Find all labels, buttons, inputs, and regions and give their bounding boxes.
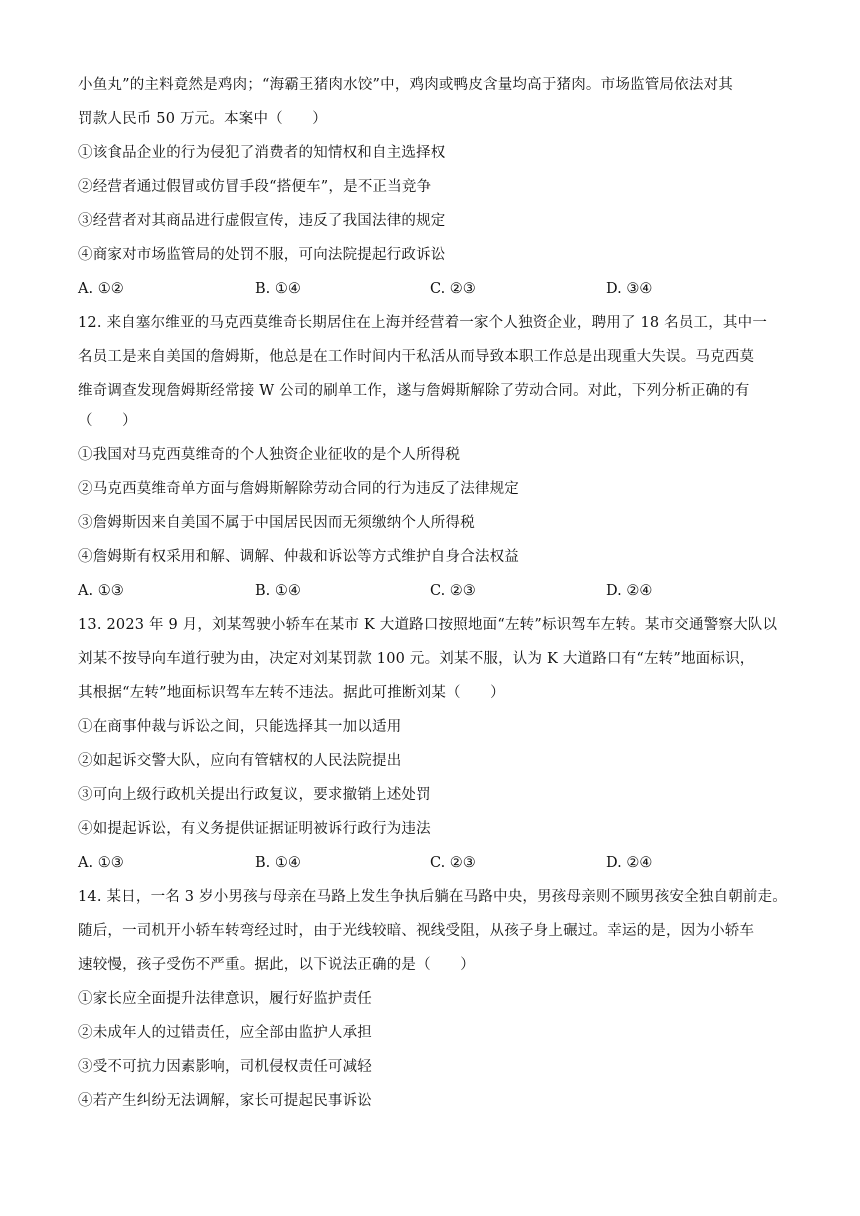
q12-option-c: C. ②③ xyxy=(430,583,476,599)
q12-text-line: 12. 来自塞尔维亚的马克西莫维奇长期居住在上海并经营着一家个人独资企业，聘用了 18 名员工，其中一 xyxy=(78,315,768,331)
q11-item: ③经营者对其商品进行虚假宣传，违反了我国法律的规定 xyxy=(78,213,446,229)
q12-text-line: 维奇调查发现詹姆斯经常接 W 公司的刷单工作，遂与詹姆斯解除了劳动合同。对此，下列分析正确的有 xyxy=(78,383,750,399)
q12-item: ④詹姆斯有权采用和解、调解、仲裁和诉讼等方式维护自身合法权益 xyxy=(78,549,519,565)
q11-option-b: B. ①④ xyxy=(255,281,301,297)
q14-item: ②未成年人的过错责任，应全部由监护人承担 xyxy=(78,1025,372,1041)
q13-item: ①在商事仲裁与诉讼之间，只能选择其一加以适用 xyxy=(78,719,402,735)
q12-option-d: D. ②④ xyxy=(606,583,653,599)
q13-item: ④如提起诉讼，有义务提供证据证明被诉行政行为违法 xyxy=(78,821,431,837)
q14-item: ④若产生纠纷无法调解，家长可提起民事诉讼 xyxy=(78,1093,372,1109)
q11-text-line: 罚款人民币 50 万元。本案中（ ） xyxy=(78,111,327,127)
q12-answer-blank: （ ） xyxy=(78,413,137,429)
q13-text-line: 其根据“左转”地面标识驾车左转不违法。据此可推断刘某（ ） xyxy=(78,685,505,701)
q13-item: ②如起诉交警大队，应向有管辖权的人民法院提出 xyxy=(78,753,402,769)
q12-item: ①我国对马克西莫维奇的个人独资企业征收的是个人所得税 xyxy=(78,447,461,463)
q12-item: ②马克西莫维奇单方面与詹姆斯解除劳动合同的行为违反了法律规定 xyxy=(78,481,519,497)
q12-option-b: B. ①④ xyxy=(255,583,301,599)
q12-option-a: A. ①③ xyxy=(78,583,124,599)
q13-option-d: D. ②④ xyxy=(606,855,653,871)
q14-text-line: 14. 某日，一名 3 岁小男孩与母亲在马路上发生争执后躺在马路中央，男孩母亲则不顾男孩安全独自朝前走。 xyxy=(78,889,788,905)
q11-item: ④商家对市场监管局的处罚不服，可向法院提起行政诉讼 xyxy=(78,247,446,263)
q14-item: ①家长应全面提升法律意识，履行好监护责任 xyxy=(78,991,372,1007)
q13-item: ③可向上级行政机关提出行政复议，要求撤销上述处罚 xyxy=(78,787,431,803)
q13-option-a: A. ①③ xyxy=(78,855,124,871)
q11-option-c: C. ②③ xyxy=(430,281,476,297)
q11-item: ①该食品企业的行为侵犯了消费者的知情权和自主选择权 xyxy=(78,145,446,161)
q11-option-a: A. ①② xyxy=(78,281,124,297)
q12-text-line: 名员工是来自美国的詹姆斯，他总是在工作时间内干私活从而导致本职工作总是出现重大失误。马克西莫 xyxy=(78,349,755,365)
q14-item: ③受不可抗力因素影响，司机侵权责任可减轻 xyxy=(78,1059,372,1075)
q13-text-line: 刘某不按导向车道行驶为由，决定对刘某罚款 100 元。刘某不服，认为 K 大道路口有“左转”地面标识， xyxy=(78,651,755,667)
q13-text-line: 13. 2023 年 9 月，刘某驾驶小轿车在某市 K 大道路口按照地面“左转”标识驾车左转。某市交通警察大队以 xyxy=(78,617,778,633)
q11-item: ②经营者通过假冒或仿冒手段“搭便车”，是不正当竞争 xyxy=(78,179,432,195)
q14-text-line: 随后，一司机开小轿车转弯经过时，由于光线较暗、视线受阻，从孩子身上碾过。幸运的是，因为小轿车 xyxy=(78,923,755,939)
q11-option-d: D. ③④ xyxy=(606,281,653,297)
q11-text-line: 小鱼丸”的主料竟然是鸡肉；“海霸王猪肉水饺”中，鸡肉或鸭皮含量均高于猪肉。市场监管局依法对其 xyxy=(78,77,733,93)
q13-option-b: B. ①④ xyxy=(255,855,301,871)
q14-text-line: 速较慢，孩子受伤不严重。据此，以下说法正确的是（ ） xyxy=(78,957,475,973)
q12-item: ③詹姆斯因来自美国不属于中国居民因而无须缴纳个人所得税 xyxy=(78,515,475,531)
q13-option-c: C. ②③ xyxy=(430,855,476,871)
